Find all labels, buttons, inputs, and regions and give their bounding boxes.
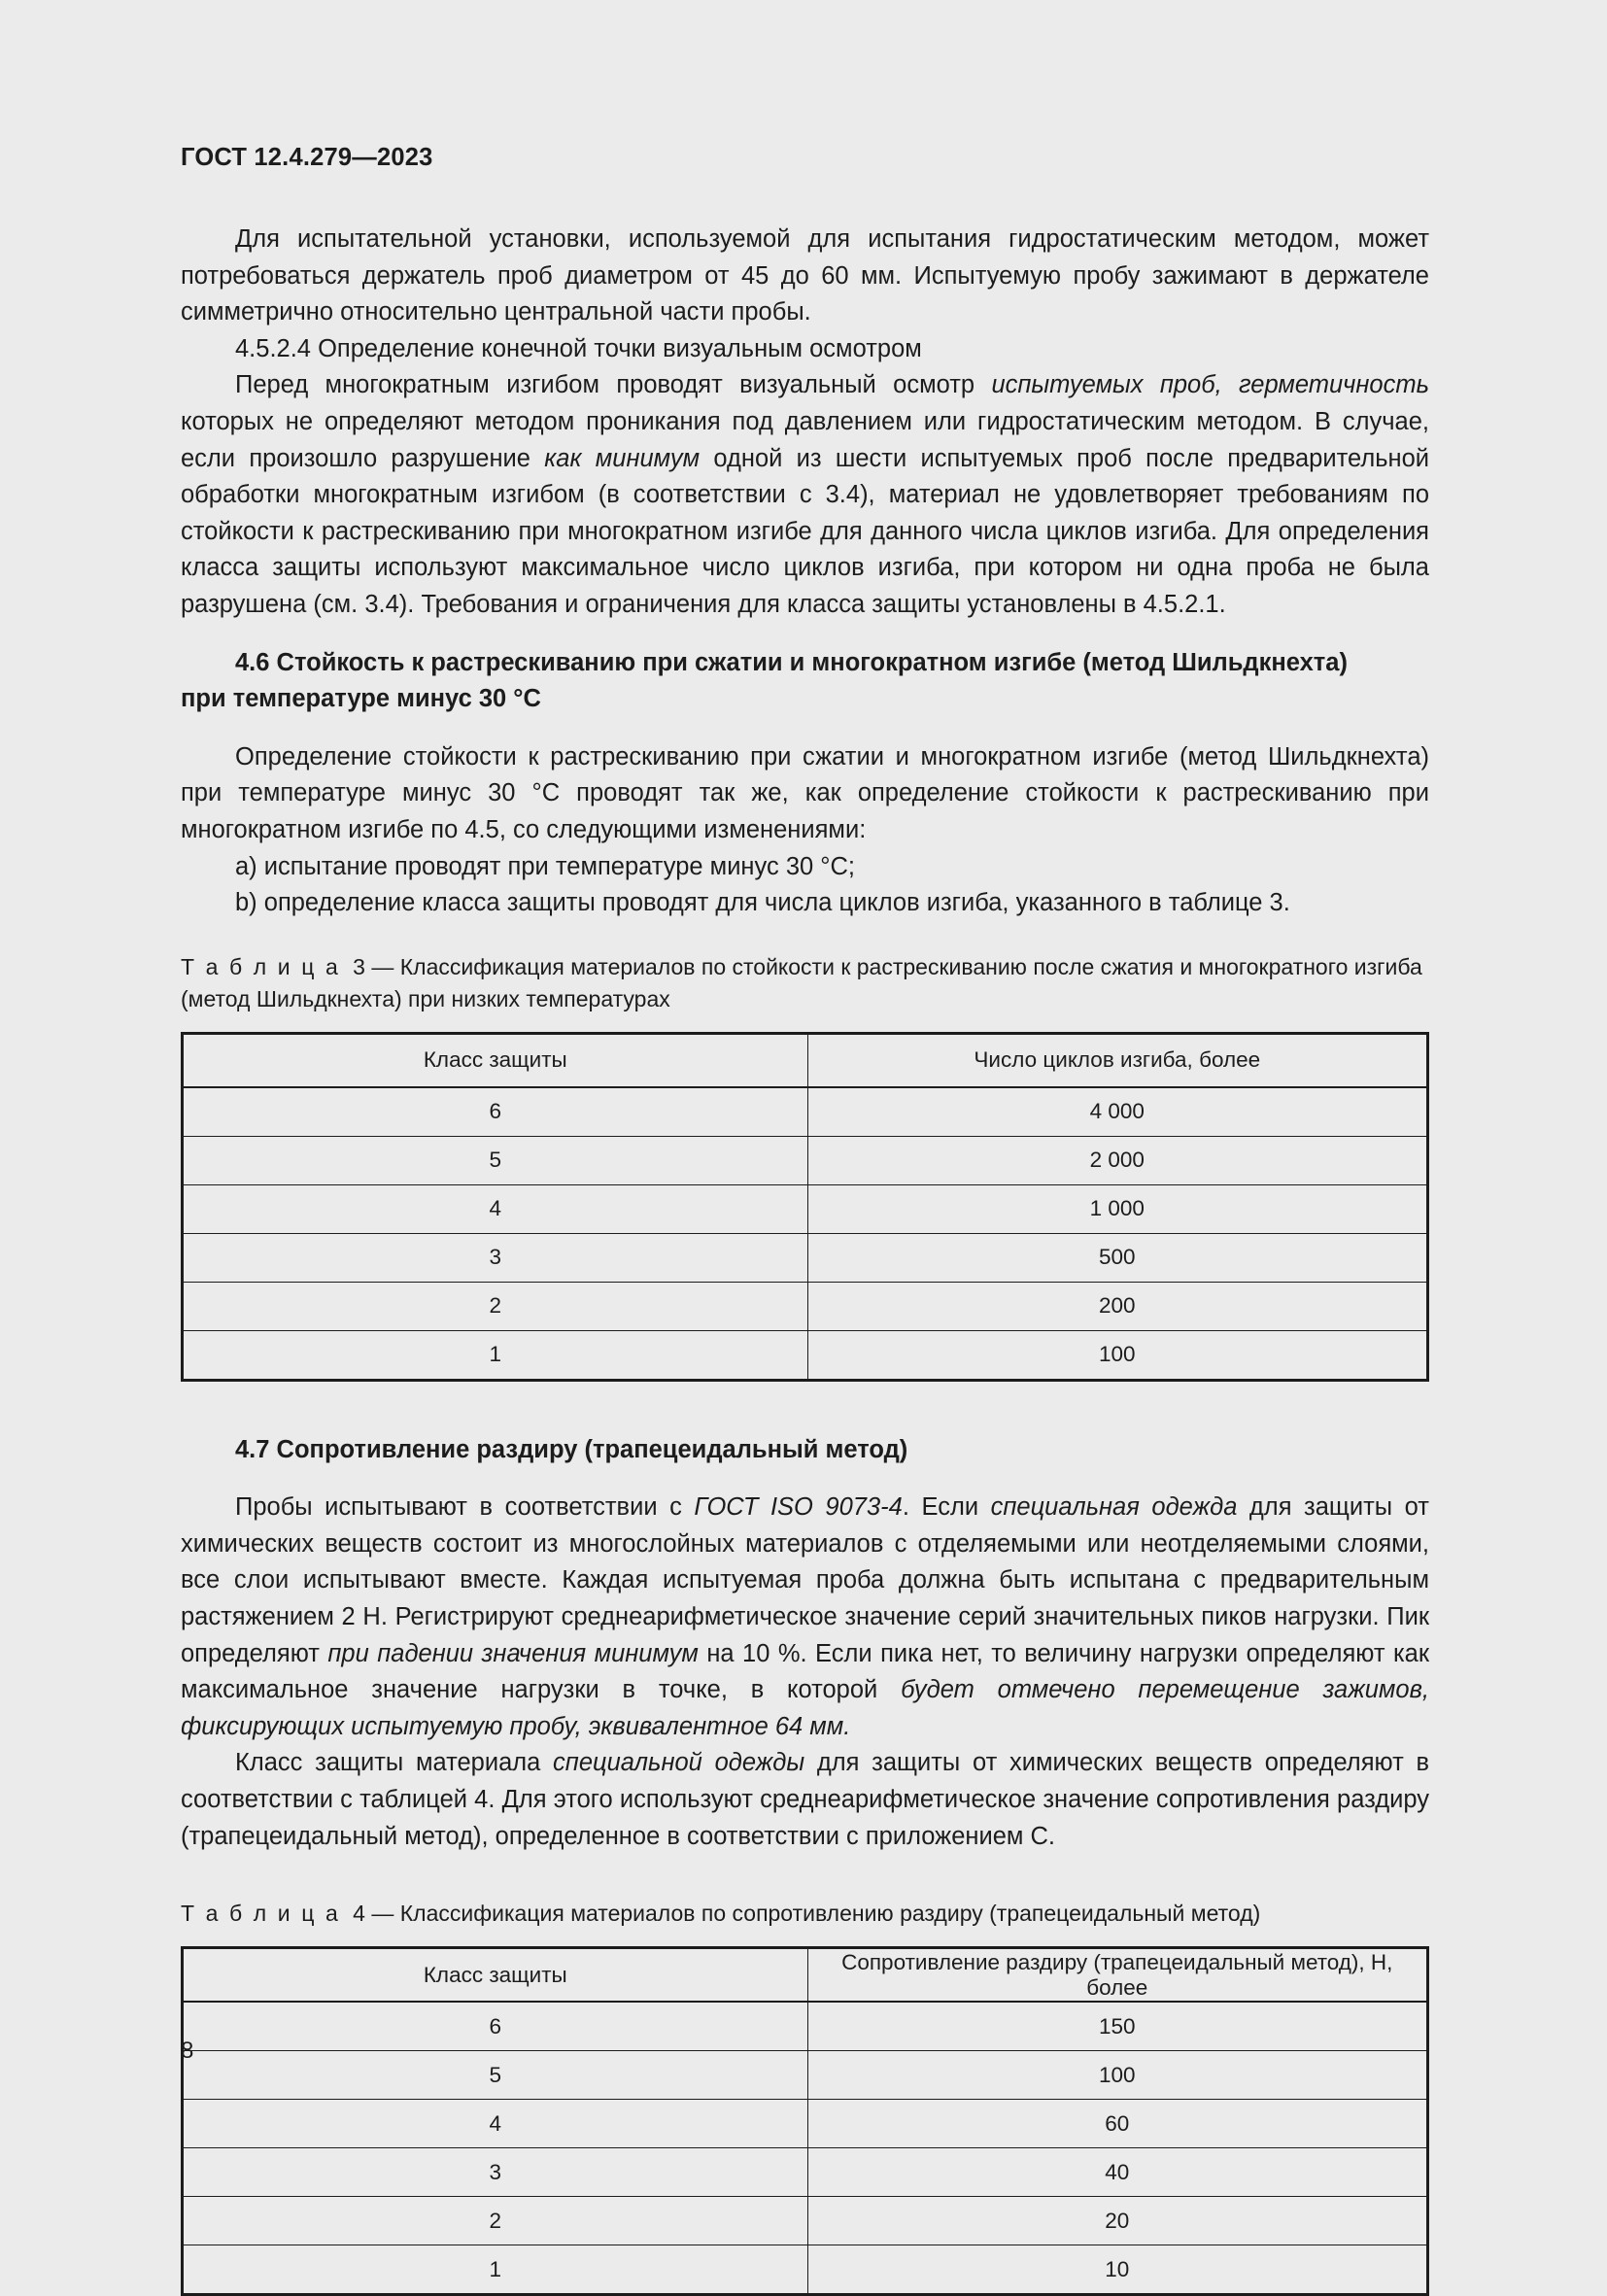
table-row [183, 1136, 1428, 1184]
section-title-line-1: Стойкость к растрескиванию при сжатии и многократном изгибе (метод Шильдкнехта) [276, 648, 1348, 676]
table-caption-text: Классификация материалов по сопротивлению раздиру (трапецеидальный метод) [399, 1901, 1261, 1927]
cell-tear-resistance: 60 [807, 2100, 1427, 2148]
cell-protection-class: 6 [183, 1087, 808, 1137]
cell-protection-class: 5 [183, 2051, 808, 2100]
table-3-flex-cycles [181, 1032, 1429, 1382]
cell-tear-resistance: 40 [807, 2148, 1427, 2197]
column-header-tear-resistance: Сопротивление раздиру (трапецеидальный метод), Н, более [807, 1948, 1427, 2003]
cell-protection-class: 5 [183, 1136, 808, 1184]
table-header-row [183, 1033, 1428, 1087]
cell-protection-class: 1 [183, 2245, 808, 2295]
cell-protection-class: 3 [183, 1233, 808, 1282]
cell-tear-resistance: 150 [807, 2002, 1427, 2051]
column-header-flex-cycles: Число циклов изгиба, более [807, 1033, 1427, 1087]
spacer [181, 1411, 1429, 1432]
section-title: Сопротивление раздиру (трапецеидальный метод) [276, 1435, 908, 1463]
table-row [183, 1282, 1428, 1330]
text-run: . Если [902, 1493, 991, 1522]
cell-flex-cycles: 200 [807, 1282, 1427, 1330]
cell-flex-cycles: 2 000 [807, 1136, 1427, 1184]
table-row [183, 2051, 1428, 2100]
cell-protection-class: 6 [183, 2002, 808, 2051]
table-row [183, 2148, 1428, 2197]
table-row [183, 2002, 1428, 2051]
paragraph-test-apparatus: Для испытательной установки, используемой для испытания гидростатическим методом, может потребоваться держатель проб диаметром от 45 до 60 мм. Испытуемую пробу зажимают в держателе симметрично относительно центральной части пробы. [181, 225, 1429, 326]
section-4-6-heading [181, 645, 1429, 718]
cell-flex-cycles: 4 000 [807, 1087, 1427, 1137]
cell-tear-resistance: 10 [807, 2245, 1427, 2295]
cell-flex-cycles: 1 000 [807, 1184, 1427, 1233]
section-4-7-heading [181, 1432, 1429, 1469]
paragraph-protection-class-determination [181, 1745, 1429, 1855]
table-row [183, 1184, 1428, 1233]
spacer [181, 1884, 1429, 1898]
emphasis-protective-clothing: специальная одежда [990, 1493, 1238, 1522]
cell-protection-class: 1 [183, 1330, 808, 1380]
cell-flex-cycles: 100 [807, 1330, 1427, 1380]
emphasis-peak-drop: при падении значения минимум [327, 1639, 699, 1667]
emphasis-gost-iso-9073-4: ГОСТ ISO 9073-4 [694, 1493, 903, 1522]
spacer [181, 624, 1429, 645]
table-row [183, 2197, 1428, 2245]
emphasis-clamp-displacement: будет отмечено перемещение зажимов, фиксирующих испытуемую пробу, эквивалентное 64 мм. [181, 1676, 1429, 1740]
table-caption-number: 4 [353, 1901, 365, 1927]
table-row [183, 1233, 1428, 1282]
table-row [183, 1087, 1428, 1137]
paragraph-visual-inspection [181, 367, 1429, 623]
table-4-caption [181, 1898, 1429, 1930]
table-header-row [183, 1948, 1428, 2003]
emphasis-protective-clothing-genitive: специальной одежды [553, 1749, 805, 1777]
cell-protection-class: 4 [183, 1184, 808, 1233]
table-3-caption [181, 951, 1429, 1015]
text-run: на 10 %. Если пика нет, то величину нагрузки определяют как максимальное значение нагрузки в точке, в которой [181, 1639, 1430, 1704]
text-run: одной из шести испытуемых проб после предварительной обработки многократным изгибом (в соответствии с 3.4), материал не удовлетворяет требованиям по стойкости к растрескиванию при многократном изгибе для данного числа циклов изгиба. Для определения класса защиты используют максимальное число циклов изгиба, при котором ни одна проба не была разрушена (см. 3.4). Требования и ограничения для класса защиты установлены в 4.5.2.1. [181, 444, 1429, 618]
text-run: Пробы испытывают в соответствии с [235, 1493, 695, 1522]
column-header-protection-class: Класс защиты [183, 1033, 808, 1087]
text-run: Перед многократным изгибом проводят визуальный осмотр [235, 371, 992, 399]
cell-protection-class: 2 [183, 2197, 808, 2245]
table-caption-dash: — [364, 953, 400, 979]
table-4-tear-resistance [181, 1946, 1429, 2296]
paragraph-low-temp-method: Определение стойкости к растрескиванию при сжатии и многократном изгибе (метод Шильдкнехта) при температуре минус 30 °C проводят так же, как определение стойкости к растрескиванию при многократном изгибе по 4.5, со следующими изменениями: [181, 742, 1429, 843]
list-item-b: b) определение класса защиты проводят для числа циклов изгиба, указанного в таблице 3. [235, 889, 1290, 917]
list-item-a: a) испытание проводят при температуре минус 30 °C; [235, 852, 855, 880]
spacer [181, 922, 1429, 951]
text-run: для защиты от химических веществ состоит из многослойных материалов с отделяемыми или неотделяемыми слоями, все слои испытывают вместе. Каждая испытуемая проба должна быть испытана с предварительным растяжением 2 Н. Регистрируют среднеарифметическое значение серий значительных пиков нагрузки. Пик определяют [181, 1493, 1429, 1667]
table-caption-dash: — [364, 1901, 400, 1927]
table-caption-label: Т а б л и ц а [181, 1901, 341, 1927]
table-row [183, 2245, 1428, 2295]
cell-tear-resistance: 100 [807, 2051, 1427, 2100]
spacer [181, 1468, 1429, 1490]
table-caption-text: Классификация материалов по стойкости к растрескиванию после сжатия и многократного изгиба (метод Шильдкнехта) при низких температурах [181, 953, 1422, 1011]
page-header-standard-number: ГОСТ 12.4.279—2023 [181, 144, 433, 171]
cell-protection-class: 3 [183, 2148, 808, 2197]
cell-flex-cycles: 500 [807, 1233, 1427, 1282]
cell-protection-class: 2 [183, 1282, 808, 1330]
spacer [181, 718, 1429, 739]
text-run: Класс защиты материала [235, 1749, 554, 1777]
emphasis-at-minimum: как минимум [544, 444, 701, 472]
section-number: 4.6 [235, 648, 277, 676]
paragraph-tear-resistance-method [181, 1490, 1429, 1745]
section-title-line-2: при температуре минус 30 °C [181, 685, 541, 713]
table-row [183, 2100, 1428, 2148]
table-row [183, 1330, 1428, 1380]
emphasis-test-specimens: испытуемых проб, герметичность [991, 371, 1429, 399]
cell-tear-resistance: 20 [807, 2197, 1427, 2245]
clause-4-5-2-4-heading: 4.5.2.4 Определение конечной точки визуальным осмотром [235, 334, 922, 362]
spacer [181, 1855, 1429, 1884]
section-number: 4.7 [235, 1435, 277, 1463]
page-number: 8 [181, 2038, 194, 2064]
text-run: для защиты от химических веществ определяют в соответствии с таблицей 4. Для этого используют среднеарифметическое значение сопротивления раздиру (трапецеидальный метод), определенное в соответствии с приложением C. [181, 1749, 1429, 1850]
cell-protection-class: 4 [183, 2100, 808, 2148]
column-header-protection-class: Класс защиты [183, 1948, 808, 2003]
table-caption-number: 3 [353, 953, 365, 979]
table-caption-gap [340, 1901, 353, 1926]
page-content [181, 222, 1429, 2296]
spacer [181, 1382, 1429, 1411]
text-run: которых не определяют методом проникания под давлением или гидростатическим методом. В случае, если произошло разрушение [181, 407, 1429, 472]
table-caption-gap [340, 954, 353, 979]
table-caption-label: Т а б л и ц а [181, 953, 341, 979]
